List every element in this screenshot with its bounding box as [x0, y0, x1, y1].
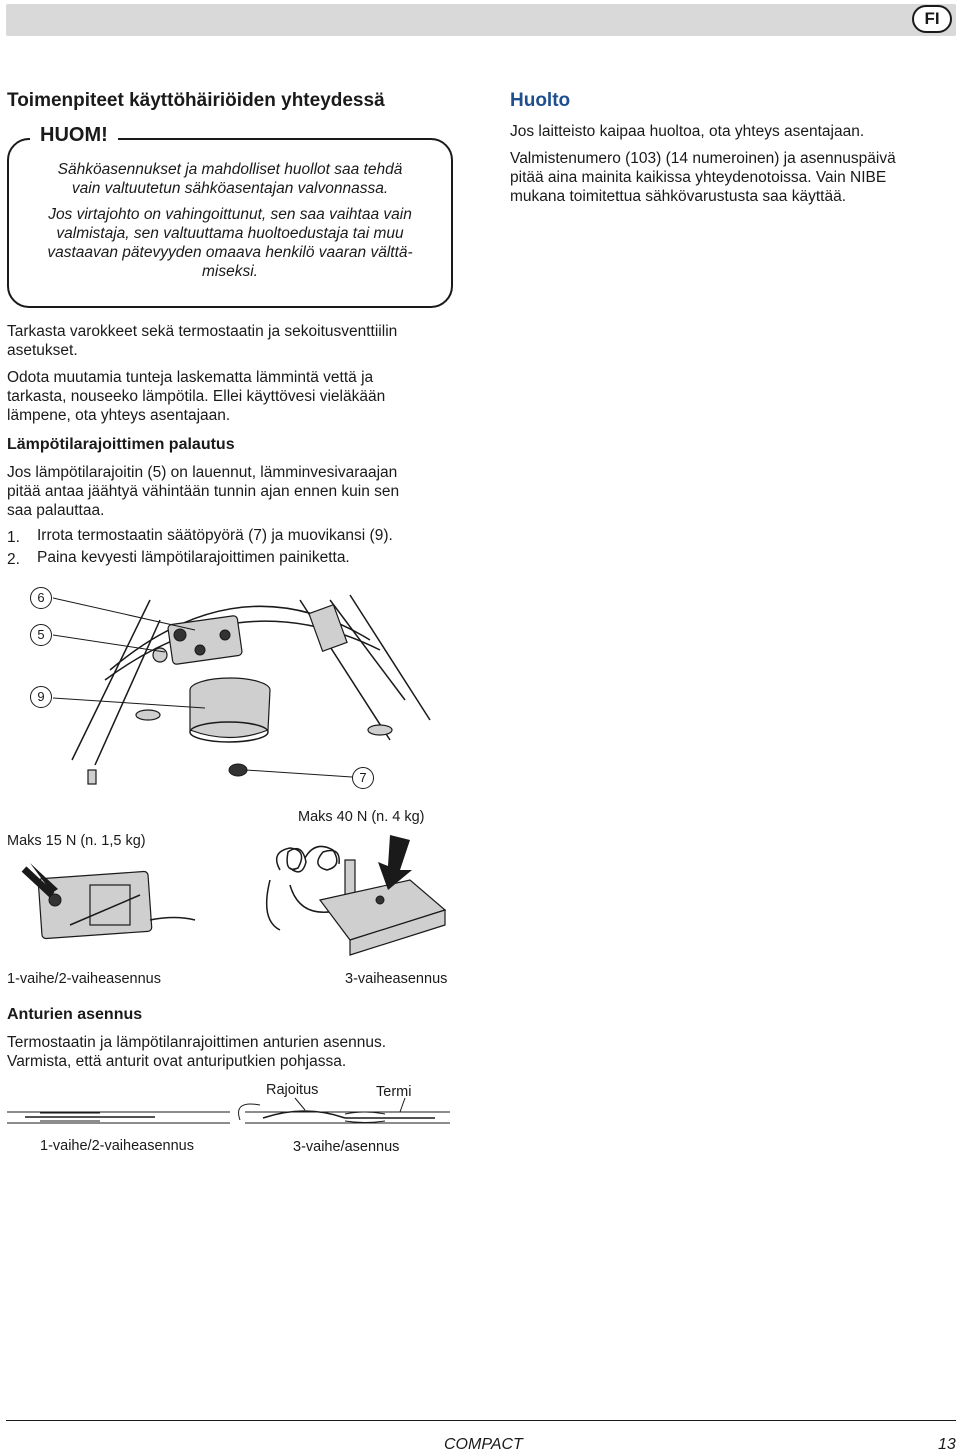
warning-label: HUOM! — [30, 124, 118, 147]
warning-line: Sähköasennukset ja mahdolliset huollot saa tehdä — [57, 161, 403, 178]
max-force-three: Maks 40 N (n. 4 kg) — [298, 809, 425, 825]
heater-illustration — [0, 580, 460, 790]
callout-6: 6 — [30, 587, 52, 609]
paragraph-line: tarkasta, nouseeko lämpötila. Ellei käyttövesi vieläkään — [7, 388, 386, 405]
caption-three-phase: 3-vaiheasennus — [345, 971, 448, 987]
label-rajoitus: Rajoitus — [266, 1082, 319, 1098]
service-text: mukana toimitettua sähkövarustusta saa käyttää. — [510, 188, 847, 205]
sensor-caption-single: 1-vaihe/2-vaiheasennus — [40, 1138, 194, 1154]
callout-5: 5 — [30, 624, 52, 646]
header-bar — [6, 4, 956, 36]
step-text: Paina kevyesti lämpötilarajoittimen painiketta. — [37, 549, 350, 566]
step-text: Irrota termostaatin säätöpyörä (7) ja muovikansi (9). — [37, 527, 393, 544]
callout-9: 9 — [30, 686, 52, 708]
paragraph-line: lämpene, ota yhteys asentajaan. — [7, 407, 231, 424]
page-title: Toimenpiteet käyttöhäiriöiden yhteydessä — [7, 90, 385, 111]
sensor-heading: Anturien asennus — [7, 1006, 143, 1023]
sensor-text: Termostaatin ja lämpötilanrajoittimen anturien asennus. — [7, 1034, 387, 1051]
footer-rule — [6, 1420, 956, 1421]
sensor-text: Varmista, että anturit ovat anturiputkien pohjassa. — [7, 1053, 347, 1070]
paragraph-line: asetukset. — [7, 342, 78, 359]
callout-7: 7 — [352, 767, 374, 789]
service-text: Valmistenumero (103) (14 numeroinen) ja asennuspäivä — [510, 150, 896, 167]
warning-line: miseksi. — [202, 263, 258, 280]
caption-single-phase: 1-vaihe/2-vaiheasennus — [7, 971, 161, 987]
paragraph-line: Odota muutamia tunteja laskematta lämmintä vettä ja — [7, 369, 374, 386]
subheading-reset: Lämpötilarajoittimen palautus — [7, 436, 235, 453]
warning-line: Jos virtajohto on vahingoittunut, sen saa vaihtaa vain — [48, 206, 412, 223]
thermostat-single-illustration — [10, 855, 200, 955]
paragraph-line: pitää antaa jäähtyä vähintään tunnin ajan ennen kuin sen — [7, 483, 400, 500]
max-force-single: Maks 15 N (n. 1,5 kg) — [7, 833, 146, 849]
service-heading: Huolto — [510, 90, 571, 111]
step-number: 1. — [7, 529, 20, 546]
step-number: 2. — [7, 551, 20, 568]
service-text: Jos laitteisto kaipaa huoltoa, ota yhteys asentajaan. — [510, 123, 865, 140]
warning-line: vastaavan pätevyyden omaava henkilö vaaran välttä- — [47, 244, 413, 261]
footer-product: COMPACT — [444, 1436, 523, 1453]
sensor-caption-three: 3-vaihe/asennus — [293, 1139, 400, 1155]
service-text: pitää aina mainita kaikissa yhteydenotoissa. Vain NIBE — [510, 169, 887, 186]
footer-page-number: 13 — [938, 1436, 956, 1453]
paragraph-line: Jos lämpötilarajoitin (5) on lauennut, lämminvesivaraajan — [7, 464, 398, 481]
paragraph-line: saa palauttaa. — [7, 502, 105, 519]
thermostat-three-illustration — [260, 830, 460, 970]
language-badge: FI — [912, 5, 952, 33]
warning-line: valmistaja, sen valtuuttama huoltoedustaja tai muu — [56, 225, 404, 242]
sensor-pipes-illustration — [5, 1090, 455, 1140]
paragraph-line: Tarkasta varokkeet sekä termostaatin ja sekoitusventtiilin — [7, 323, 398, 340]
label-termi: Termi — [376, 1084, 412, 1100]
warning-line: vain valtuutetun sähköasentajan valvonnassa. — [71, 180, 389, 197]
